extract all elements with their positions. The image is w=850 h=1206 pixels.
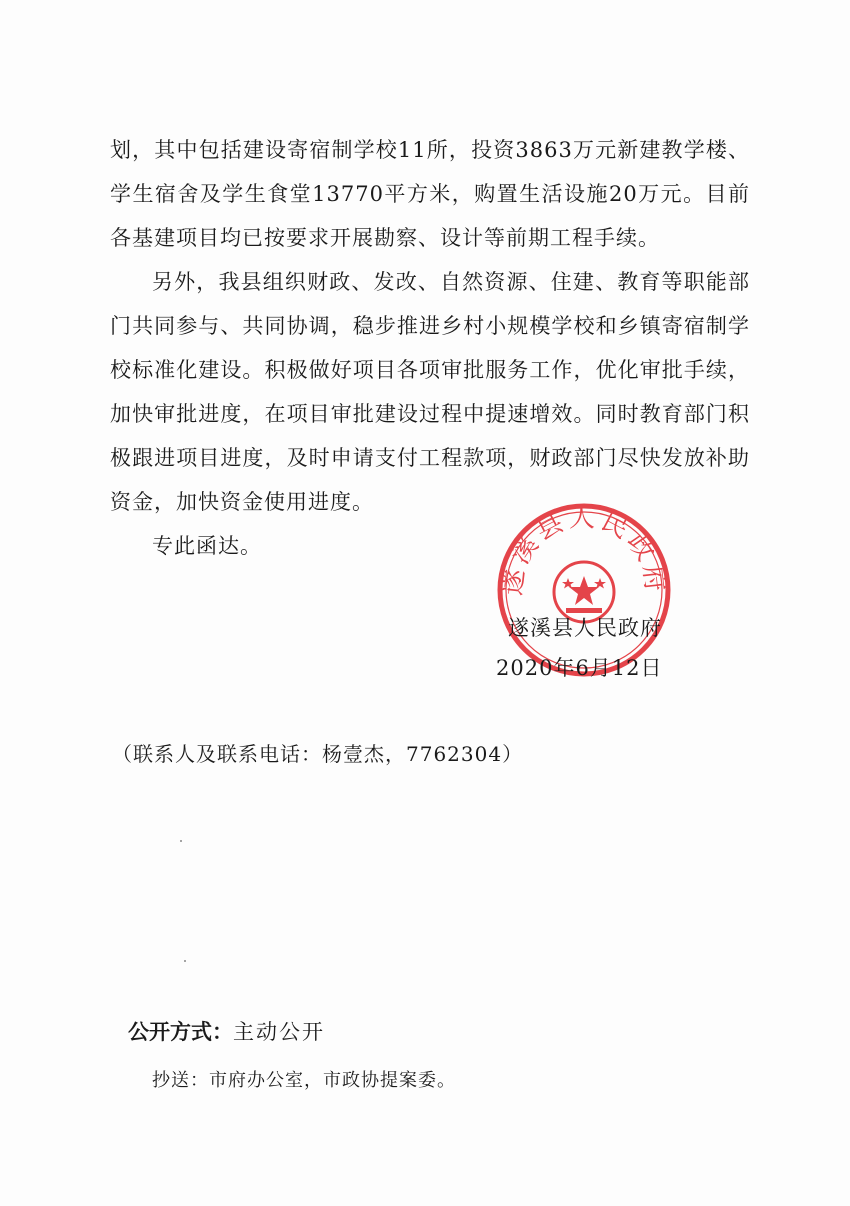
body-paragraph-2: 另外，我县组织财政、发改、自然资源、住建、教育等职能部门共同参与、共同协调，稳步推进乡村小规模学校和乡镇寄宿制学校标准化建设。积极做好项目各项审批服务工作，优化审批手续，加快审批进度，在项目审批建设过程中提速增效。同时教育部门积极跟进项目进度，及时申请支付工程款项，财政部门尽快发放补助资金，加快资金使用进度。: [110, 270, 750, 514]
signing-date: 2020年6月12日: [496, 656, 663, 680]
scan-speck: [180, 840, 182, 842]
signing-organization: 遂溪县人民政府: [508, 616, 662, 640]
disclosure-label: 公开方式：: [128, 1020, 233, 1044]
disclosure-value: 主动公开: [233, 1020, 325, 1044]
disclosure-method: [128, 1014, 325, 1050]
body-paragraph-1: 划，其中包括建设寄宿制学校11所，投资3863万元新建教学楼、学生宿舍及学生食堂13770平方米，购置生活设施20万元。目前各基建项目均已按要求开展勘察、设计等前期工程手续。: [110, 138, 750, 250]
contact-info: （联系人及联系电话：杨壹杰，7762304）: [112, 742, 524, 766]
closing-line: 专此函达。: [152, 534, 262, 558]
cc-recipients: 抄送：市府办公室，市政协提案委。: [152, 1070, 456, 1091]
scan-speck: [184, 960, 186, 962]
seal-text: 遂溪县人民政府: [497, 503, 671, 598]
